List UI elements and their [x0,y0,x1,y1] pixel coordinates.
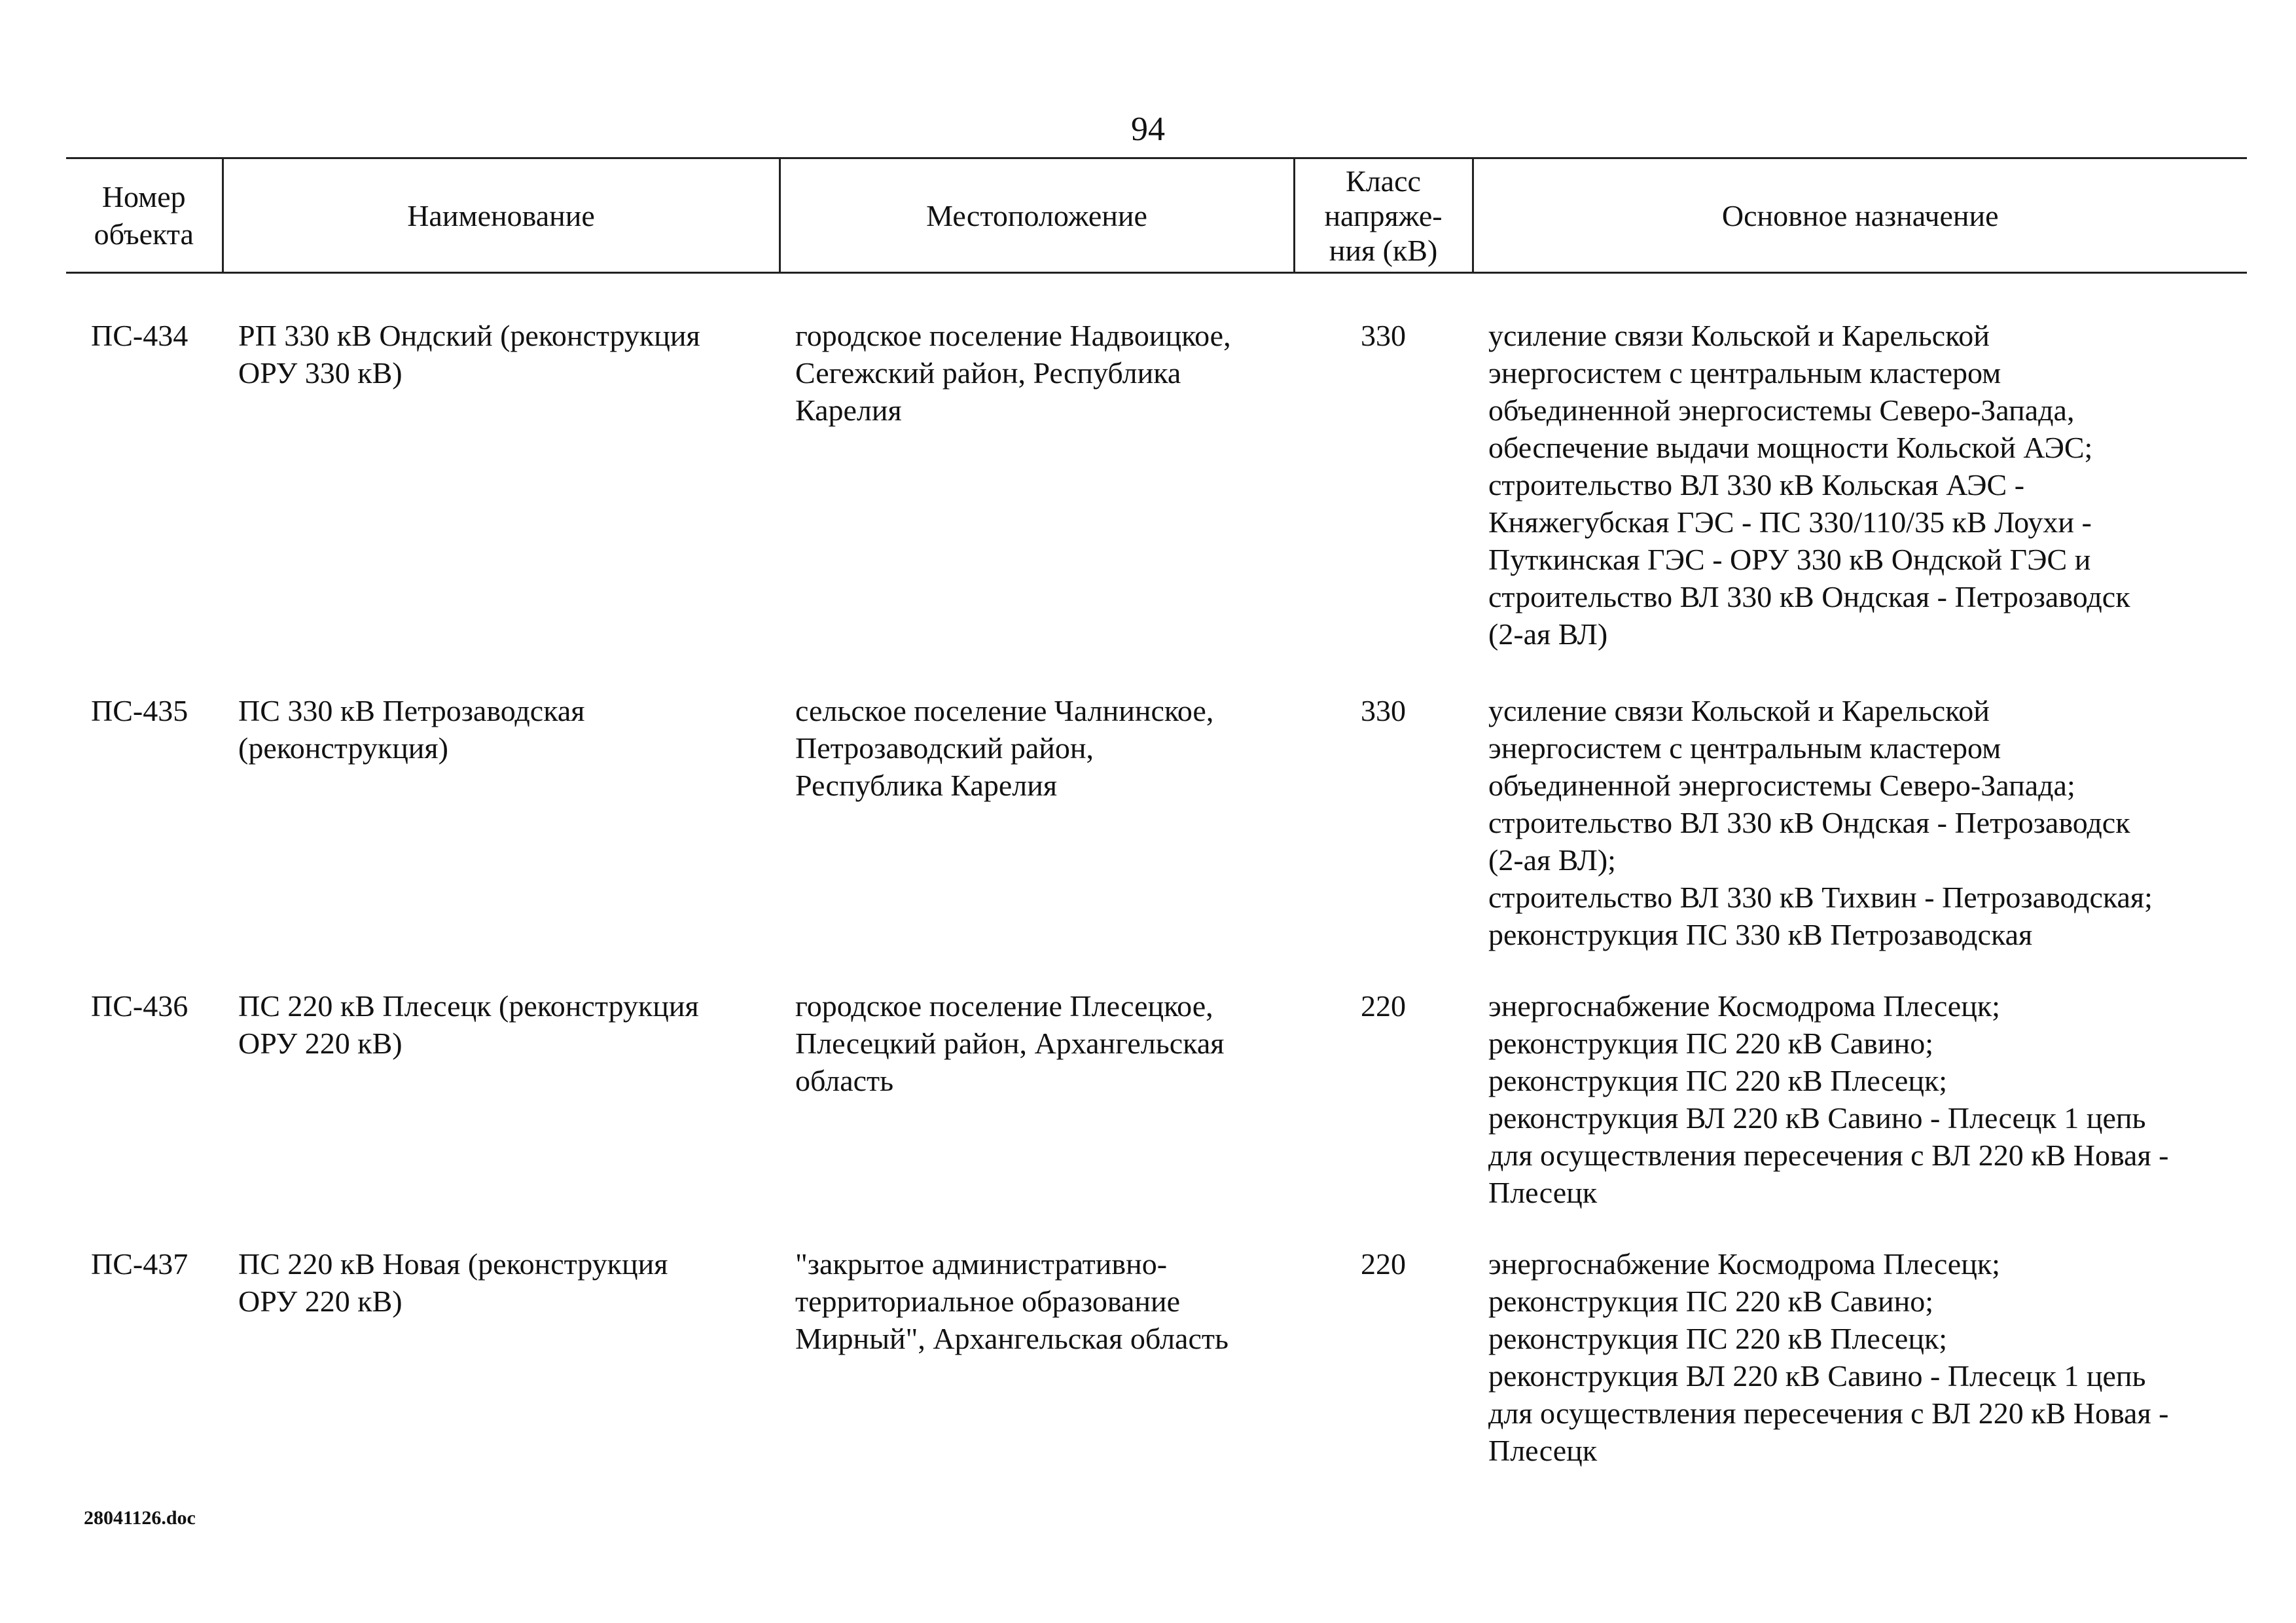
text-line: Плесецкий район, Архангельская [795,1027,1225,1060]
object-name [223,987,780,1211]
text-line: усиление связи Кольской и Карельской [1488,319,1990,352]
table-body [66,273,2247,1470]
object-number: ПС-436 [91,989,188,1023]
text-line: энергосистем с центральным кластером [1488,356,2001,390]
text-line: реконструкция ПС 330 кВ Петрозаводская [1488,918,2033,951]
object-name [223,317,780,653]
object-number: ПС-437 [91,1247,188,1281]
text-line: ПС 330 кВ Петрозаводская [238,694,585,727]
header-number-line: объекта [94,217,194,251]
table-row [66,692,2247,953]
text-line: энергосистем с центральным кластером [1488,731,2001,765]
text-line: ОРУ 220 кВ) [238,1285,403,1318]
table-row [66,317,2247,653]
object-name [223,692,780,953]
text-line: строительство ВЛ 330 кВ Кольская АЭС - [1488,468,2025,501]
text-line: для осуществления пересечения с ВЛ 220 кВ Новая - [1488,1396,2169,1430]
object-location [780,692,1294,953]
text-line: строительство ВЛ 330 кВ Ондская - Петрозаводск [1488,580,2130,613]
text-line: территориальное образование [795,1285,1181,1318]
text-line: РП 330 кВ Ондский (реконструкция [238,319,700,352]
header-voltage-line: ния (кВ) [1329,233,1438,267]
text-line: обеспечение выдачи мощности Кольской АЭС; [1488,431,2093,464]
header-number [66,158,223,273]
text-line: Карелия [795,393,902,427]
text-line: ОРУ 220 кВ) [238,1027,403,1060]
text-line: Княжегубская ГЭС - ПС 330/110/35 кВ Лоухи - [1488,505,2092,539]
footer-filename: 28041126.doc [84,1507,196,1529]
header-name: Наименование [223,158,780,273]
object-purpose [1473,317,2247,653]
text-line: для осуществления пересечения с ВЛ 220 кВ Новая - [1488,1139,2169,1172]
text-line: Мирный", Архангельская область [795,1322,1229,1355]
text-line: Плесецк [1488,1176,1598,1209]
text-line: "закрытое административно- [795,1247,1168,1281]
table-header [66,158,2247,273]
text-line: энергоснабжение Космодрома Плесецк; [1488,989,2000,1023]
text-line: ПС 220 кВ Новая (реконструкция [238,1247,668,1281]
header-voltage-line: напряже- [1324,198,1443,232]
text-line: усиление связи Кольской и Карельской [1488,694,1990,727]
header-location: Местоположение [780,158,1294,273]
text-line: реконструкция ПС 220 кВ Плесецк; [1488,1064,1948,1097]
text-line: строительство ВЛ 330 кВ Ондская - Петрозаводск [1488,806,2130,839]
header-purpose: Основное назначение [1473,158,2247,273]
text-line: городское поселение Плесецкое, [795,989,1213,1023]
object-location [780,317,1294,653]
text-line: (2-ая ВЛ) [1488,617,1608,651]
text-line: ОРУ 330 кВ) [238,356,403,390]
objects-table [66,157,2247,1469]
text-line: (реконструкция) [238,731,448,765]
object-number: ПС-434 [91,319,188,352]
text-line: энергоснабжение Космодрома Плесецк; [1488,1247,2000,1281]
object-voltage: 220 [1361,989,1406,1023]
table-row [66,1245,2247,1469]
object-name [223,1245,780,1469]
text-line: Путкинская ГЭС - ОРУ 330 кВ Ондской ГЭС и [1488,543,2091,576]
text-line: реконструкция ПС 220 кВ Плесецк; [1488,1322,1948,1355]
header-voltage-line: Класс [1346,164,1421,198]
object-number: ПС-435 [91,694,188,727]
page-number: 94 [1131,111,1165,148]
header-voltage-class [1294,158,1473,273]
object-location [780,1245,1294,1469]
object-voltage: 220 [1361,1247,1406,1281]
text-line: Сегежский район, Республика [795,356,1181,390]
text-line: сельское поселение Чалнинское, [795,694,1214,727]
text-line: объединенной энергосистемы Северо-Запада; [1488,769,2075,802]
text-line: Республика Карелия [795,769,1058,802]
text-line: ПС 220 кВ Плесецк (реконструкция [238,989,699,1023]
text-line: реконструкция ВЛ 220 кВ Савино - Плесецк 1 цепь [1488,1101,2146,1135]
object-purpose [1473,1245,2247,1469]
text-line: строительство ВЛ 330 кВ Тихвин - Петрозаводская; [1488,881,2153,914]
text-line: реконструкция ВЛ 220 кВ Савино - Плесецк 1 цепь [1488,1359,2146,1393]
text-line: реконструкция ПС 220 кВ Савино; [1488,1285,1934,1318]
table-row [66,987,2247,1211]
text-line: область [795,1064,894,1097]
text-line: реконструкция ПС 220 кВ Савино; [1488,1027,1934,1060]
text-line: Плесецк [1488,1434,1598,1467]
text-line: городское поселение Надвоицкое, [795,319,1231,352]
object-purpose [1473,987,2247,1211]
object-purpose [1473,692,2247,953]
object-voltage: 330 [1361,319,1406,352]
object-voltage: 330 [1361,694,1406,727]
header-number-line: Номер [101,180,186,213]
text-line: объединенной энергосистемы Северо-Запада, [1488,393,2075,427]
object-location [780,987,1294,1211]
text-line: Петрозаводский район, [795,731,1094,765]
text-line: (2-ая ВЛ); [1488,843,1616,877]
